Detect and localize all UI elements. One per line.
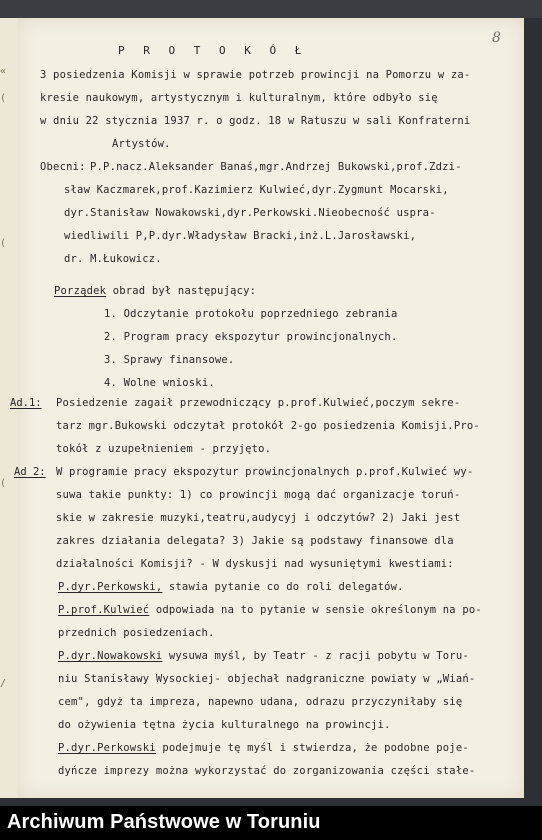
present-line: wiedliwili P,P.dyr.Władysław Bracki,inż.L.Jarosławski, [64, 230, 417, 242]
ad2-line: suwa takie punkty: 1) co prowincji mogą dać organizacje toruń- [56, 489, 461, 501]
speaker-name: P.prof.Kulwieć [58, 604, 150, 616]
intro-line: 3 posiedzenia Komisji w sprawie potrzeb prowincji na Pomorzu w za- [40, 69, 471, 81]
agenda-item: 3. Sprawy finansowe. [104, 354, 235, 366]
speaker-text: wysuwa myśl, by Teatr - z racji pobytu w Toru- [162, 650, 469, 662]
ad2-label: Ad 2: [14, 466, 46, 478]
speaker2-line [58, 603, 482, 617]
speaker4-line: dyńcze imprezy można wykorzystać do zorganizowania części stałe- [58, 765, 476, 777]
ad1-line: tarz mgr.Bukowski odczytał protokół 2-go posiedzenia Komisji.Pro- [56, 420, 480, 432]
ad1-line: Posiedzenie zagaił przewodniczący p.prof.Kulwieć,poczym sekre- [56, 397, 461, 409]
speaker2-line: przednich posiedzeniach. [58, 627, 215, 639]
speaker-name: P.dyr.Perkowski, [58, 581, 163, 593]
ad2-line: zakres działania delegata? 3) Jakie są podstawy finansowe dla [56, 535, 454, 547]
ad1-label: Ad.1: [10, 397, 42, 409]
margin-mark: ( [0, 238, 7, 249]
present-line: P.P.nacz.Aleksander Banaś,mgr.Andrzej Bukowski,prof.Zdzi- [90, 161, 462, 173]
margin-mark: ( [0, 93, 7, 104]
ad2-line: działalności Komisji? - W dyskusji nad wysuniętymi kwestiami: [56, 558, 454, 570]
speaker-name: P.dyr.Nowakowski [58, 650, 163, 662]
speaker-text: podejmuje tę myśl i stwierdza, że podobne poje- [155, 742, 469, 754]
speaker3-line: cem", gdyż ta impreza, napewno udana, odrazu przyczyniłaby się [58, 696, 463, 708]
speaker-text: stawia pytanie co do roli delegatów. [162, 581, 404, 593]
present-line: dyr.Stanisław Nowakowski,dyr.Perkowski.Nieobecność uspra- [64, 207, 436, 219]
ad2-line: W programie pracy ekspozytur prowincjonalnych p.prof.Kulwieć wy- [56, 466, 474, 478]
document-title: P R O T O K Ó Ł [118, 44, 308, 57]
agenda-label: Porządek [54, 285, 107, 297]
speaker-name: P.dyr.Perkowski [58, 742, 156, 754]
intro-line: Artystów. [112, 138, 171, 150]
present-line: dr. M.Łukowicz. [64, 253, 162, 265]
ad2-line: skie w zakresie muzyki,teatru,audycyj i odczytów? 2) Jaki jest [56, 512, 461, 524]
margin-mark: / [0, 678, 7, 689]
agenda-item: 4. Wolne wnioski. [104, 377, 215, 389]
ad1-line: tokół z uzupełnieniem - przyjęto. [56, 443, 272, 455]
archive-footer [0, 806, 542, 840]
speaker3-line: do ożywienia tętna życia kulturalnego na prowincji. [58, 719, 391, 731]
speaker1-line [58, 580, 404, 594]
speaker3-line [58, 649, 469, 663]
intro-line: w dniu 22 stycznia 1937 r. o godz. 18 w Ratuszu w sali Konfraterni [40, 115, 471, 127]
agenda-heading [54, 284, 256, 298]
present-label: Obecni: [40, 161, 86, 173]
margin-mark: « [0, 66, 7, 77]
agenda-rest: obrad był następujący: [106, 285, 257, 297]
speaker4-line [58, 741, 469, 755]
speaker3-line: niu Stanisławy Wysockiej- objechał nadgraniczne powiaty w „Wiań- [58, 673, 476, 685]
intro-line: kresie naukowym, artystycznym i kulturalnym, które odbyło się [40, 92, 438, 104]
archive-name: Archiwum Państwowe w Toruniu [7, 811, 321, 833]
page-number: 8 [492, 30, 501, 46]
speaker-text: odpowiada na to pytanie w sensie określonym na po- [149, 604, 482, 616]
present-line: sław Kaczmarek,prof.Kazimierz Kulwieć,dyr.Zygmunt Mocarski, [64, 184, 449, 196]
agenda-item: 1. Odczytanie protokołu poprzedniego zebrania [104, 308, 398, 320]
agenda-item: 2. Program pracy ekspozytur prowincjonalnych. [104, 331, 398, 343]
margin-mark: ( [0, 478, 7, 489]
